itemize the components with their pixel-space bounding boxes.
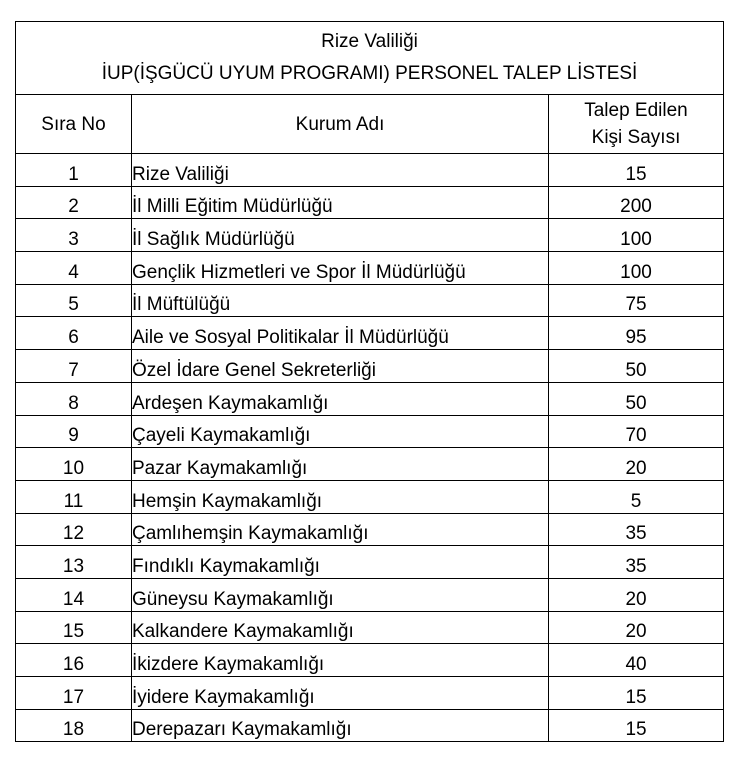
title-line-1: Rize Valiliği — [321, 31, 418, 52]
requested-count: 15 — [549, 154, 724, 187]
institution-name: Gençlik Hizmetleri ve Spor İl Müdürlüğü — [132, 252, 549, 285]
institution-name: İl Sağlık Müdürlüğü — [132, 219, 549, 252]
institution-name: Derepazarı Kaymakamlığı — [132, 709, 549, 742]
row-number: 6 — [16, 317, 132, 350]
institution-name: Güneysu Kaymakamlığı — [132, 578, 549, 611]
institution-name: Özel İdare Genel Sekreterliği — [132, 350, 549, 383]
institution-name: Hemşin Kaymakamlığı — [132, 480, 549, 513]
requested-count: 35 — [549, 513, 724, 546]
document-title — [16, 22, 724, 95]
requested-count: 5 — [549, 480, 724, 513]
institution-name: Çamlıhemşin Kaymakamlığı — [132, 513, 549, 546]
row-number: 8 — [16, 382, 132, 415]
requested-count: 75 — [549, 284, 724, 317]
requested-count: 20 — [549, 448, 724, 481]
requested-count: 100 — [549, 252, 724, 285]
row-number: 14 — [16, 578, 132, 611]
header-kurum-adi: Kurum Adı — [132, 95, 549, 154]
row-number: 9 — [16, 415, 132, 448]
row-number: 2 — [16, 186, 132, 219]
requested-count: 15 — [549, 677, 724, 710]
table-row — [16, 252, 724, 285]
requested-count: 200 — [549, 186, 724, 219]
row-number: 5 — [16, 284, 132, 317]
header-talep-line-1: Talep Edilen — [584, 100, 688, 121]
requested-count: 50 — [549, 382, 724, 415]
title-row — [16, 22, 724, 95]
table-row — [16, 317, 724, 350]
requested-count: 20 — [549, 611, 724, 644]
table-row — [16, 644, 724, 677]
table-row — [16, 219, 724, 252]
table-row — [16, 480, 724, 513]
institution-name: İl Milli Eğitim Müdürlüğü — [132, 186, 549, 219]
row-number: 4 — [16, 252, 132, 285]
institution-name: Fındıklı Kaymakamlığı — [132, 546, 549, 579]
institution-name: Kalkandere Kaymakamlığı — [132, 611, 549, 644]
row-number: 1 — [16, 154, 132, 187]
institution-name: Rize Valiliği — [132, 154, 549, 187]
table-row — [16, 186, 724, 219]
row-number: 11 — [16, 480, 132, 513]
table-row — [16, 154, 724, 187]
table-row — [16, 415, 724, 448]
personnel-request-table — [15, 21, 724, 742]
table-row — [16, 677, 724, 710]
requested-count: 35 — [549, 546, 724, 579]
table-row — [16, 709, 724, 742]
table-row — [16, 611, 724, 644]
institution-name: İyidere Kaymakamlığı — [132, 677, 549, 710]
row-number: 15 — [16, 611, 132, 644]
header-talep-line-2: Kişi Sayısı — [591, 127, 681, 148]
header-talep — [549, 95, 724, 154]
table-row — [16, 350, 724, 383]
institution-name: İl Müftülüğü — [132, 284, 549, 317]
institution-name: Pazar Kaymakamlığı — [132, 448, 549, 481]
table-row — [16, 382, 724, 415]
table-row — [16, 578, 724, 611]
requested-count: 100 — [549, 219, 724, 252]
requested-count: 95 — [549, 317, 724, 350]
row-number: 7 — [16, 350, 132, 383]
requested-count: 20 — [549, 578, 724, 611]
row-number: 17 — [16, 677, 132, 710]
requested-count: 70 — [549, 415, 724, 448]
institution-name: İkizdere Kaymakamlığı — [132, 644, 549, 677]
row-number: 13 — [16, 546, 132, 579]
table-row — [16, 284, 724, 317]
institution-name: Çayeli Kaymakamlığı — [132, 415, 549, 448]
header-row — [16, 95, 724, 154]
requested-count: 50 — [549, 350, 724, 383]
header-sira-no: Sıra No — [16, 95, 132, 154]
table-row — [16, 513, 724, 546]
row-number: 3 — [16, 219, 132, 252]
row-number: 18 — [16, 709, 132, 742]
table-body — [16, 22, 724, 742]
requested-count: 15 — [549, 709, 724, 742]
institution-name: Ardeşen Kaymakamlığı — [132, 382, 549, 415]
row-number: 10 — [16, 448, 132, 481]
institution-name: Aile ve Sosyal Politikalar İl Müdürlüğü — [132, 317, 549, 350]
requested-count: 40 — [549, 644, 724, 677]
table-row — [16, 546, 724, 579]
row-number: 12 — [16, 513, 132, 546]
title-line-2: İUP(İŞGÜCÜ UYUM PROGRAMI) PERSONEL TALEP LİSTESİ — [101, 63, 638, 84]
table-row — [16, 448, 724, 481]
row-number: 16 — [16, 644, 132, 677]
